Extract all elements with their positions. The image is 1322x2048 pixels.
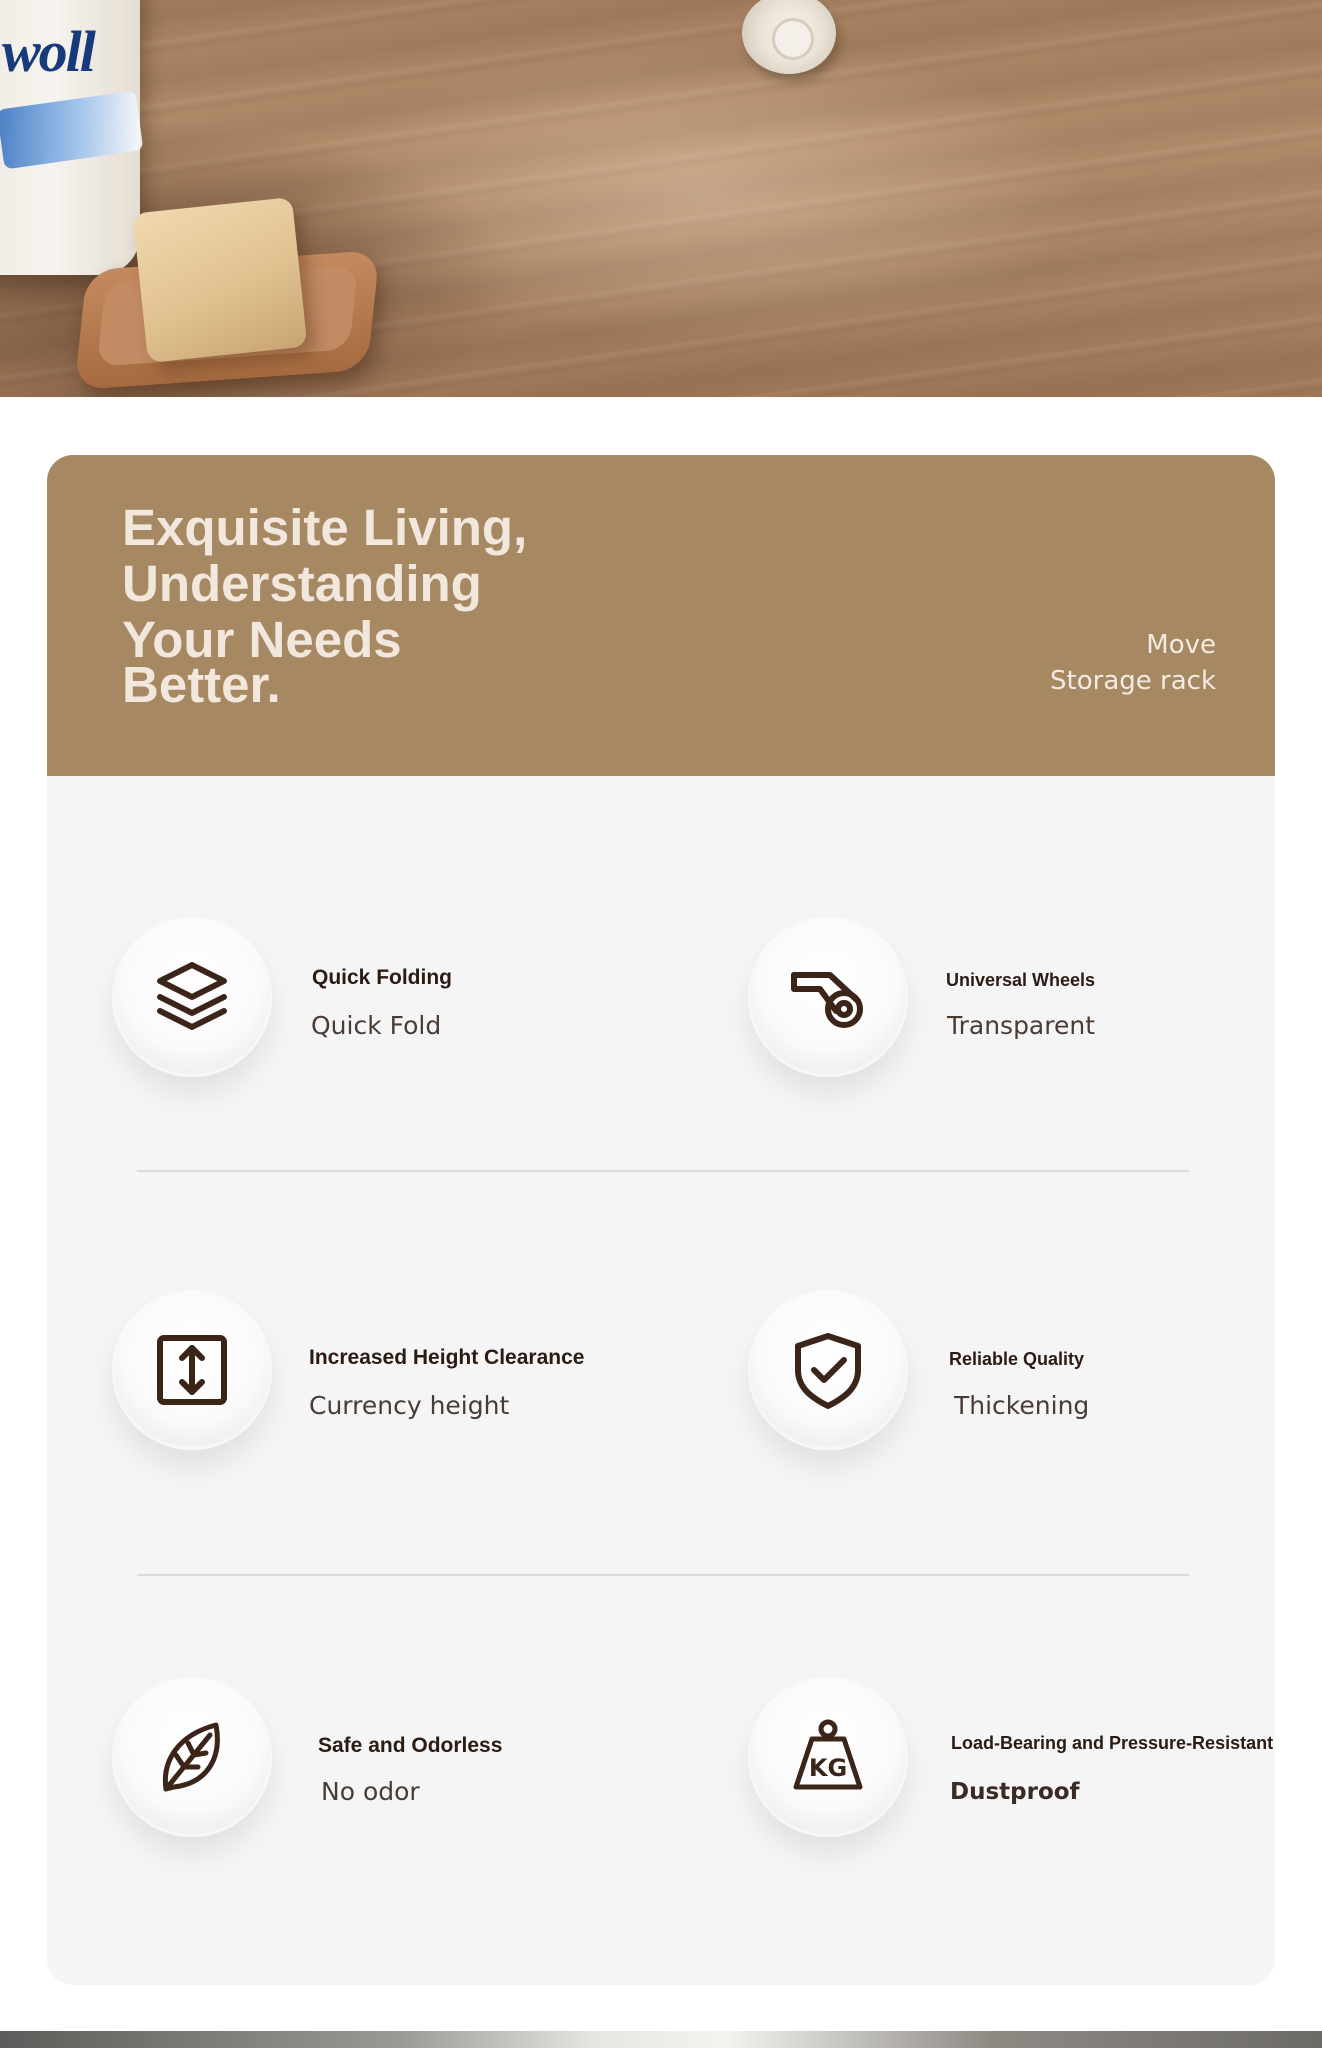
feature-subtitle: Thickening (954, 1391, 1090, 1420)
height-arrows-icon (152, 1330, 232, 1410)
wheel-icon (788, 957, 868, 1037)
banner-tag-line: Storage rack (1050, 666, 1216, 696)
feature-icon-circle (748, 917, 908, 1077)
shield-check-icon (788, 1330, 868, 1410)
bottle-brand: woll (2, 19, 94, 84)
next-section-photo (0, 2031, 1322, 2048)
banner (47, 455, 1275, 776)
headline-line: Exquisite Living, (122, 499, 528, 556)
feature-subtitle: Dustproof (950, 1779, 1080, 1805)
feature-title: Safe and Odorless (318, 1734, 503, 1757)
banner-tag (1050, 627, 1216, 699)
svg-text:KG: KG (808, 1754, 848, 1782)
headline-line: Your Needs (122, 611, 402, 668)
row-divider (137, 1170, 1189, 1172)
feature-title: Increased Height Clearance (309, 1346, 585, 1369)
feature-title: Load-Bearing and Pressure-Resistant (951, 1733, 1274, 1753)
feature-subtitle: Quick Fold (311, 1011, 442, 1040)
leaf-icon (152, 1717, 232, 1797)
feature-icon-circle (748, 1290, 908, 1450)
banner-tag-line: Move (1146, 630, 1216, 660)
detergent-bottle (0, 0, 140, 275)
feature-subtitle: Currency height (309, 1391, 510, 1420)
feature-subtitle: Transparent (947, 1011, 1096, 1040)
headline-line: Better. (122, 656, 281, 713)
headline-line: Understanding (122, 555, 482, 612)
feature-icon-circle (112, 917, 272, 1077)
kg-weight-icon (788, 1717, 868, 1797)
page-title (122, 500, 527, 713)
bottle-label-band (0, 91, 143, 170)
feature-card (47, 455, 1275, 1985)
hero-photo (0, 0, 1322, 397)
feature-icon-circle (112, 1677, 272, 1837)
feature-subtitle: No odor (321, 1777, 420, 1806)
feature-icon-circle (112, 1290, 272, 1450)
row-divider (137, 1574, 1189, 1576)
layers-icon (152, 957, 232, 1037)
feature-title: Quick Folding (312, 966, 452, 989)
feature-title: Universal Wheels (946, 970, 1096, 990)
feature-icon-circle (748, 1677, 908, 1837)
soap-bar (133, 197, 308, 363)
feature-title: Reliable Quality (949, 1349, 1085, 1369)
